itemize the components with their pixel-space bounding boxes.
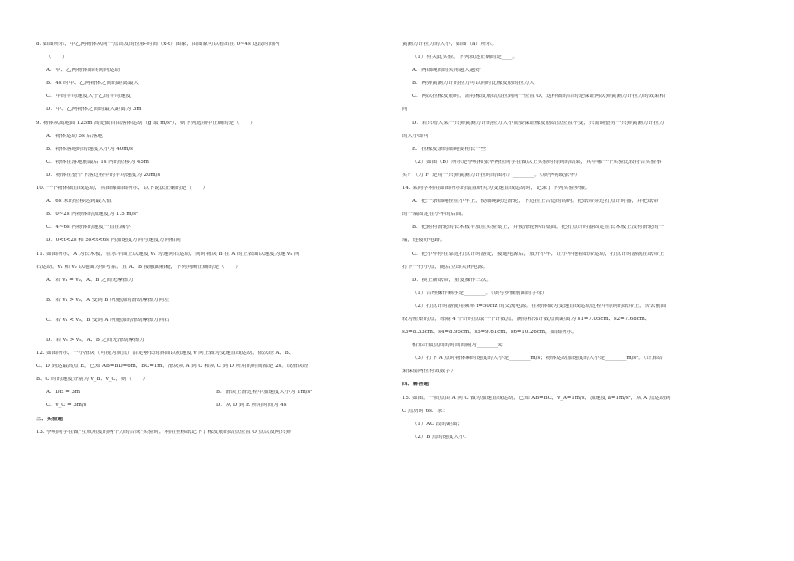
text-line: E．拉橡皮条的细绳要稍长一些 bbox=[412, 146, 487, 152]
text-line: （3）打下 A 点时物体瞬时速度的大小是________m/s；物体运动加速度的大小是________m/s²。（计算结 bbox=[412, 356, 663, 362]
option-row bbox=[36, 403, 386, 410]
text-line: （1）有关此实验，下列叙述正确的是____。 bbox=[412, 55, 518, 61]
text-line: 实？（力 F′ 是用一只弹簧测力计拉时的图示）________。（填李明或张华） bbox=[402, 172, 581, 178]
option-text: D．从 D 到 E 所用时间为 4s bbox=[216, 403, 287, 409]
text-line: A．甲、乙两物体始终同向运动 bbox=[46, 68, 120, 74]
right-lines bbox=[402, 42, 752, 442]
left-tail bbox=[36, 417, 386, 437]
text-line: C．4~6s 内物体的速度一直在减小 bbox=[46, 225, 131, 231]
text-line: C．两次拉橡皮筋时，需将橡皮筋结点拉到同一位置 O，这样做的目的是保证两次弹簧测力计拉力的效果相 bbox=[412, 94, 665, 100]
text-line: 的一端固定在小车的后面。 bbox=[402, 212, 467, 218]
text-line: C．把小车停在靠近打点计时器处，接通电源后，放开小车，让小车拖着纸带运动，打点计时器就在纸带上 bbox=[412, 251, 665, 257]
text-line: 10. 一个物体做直线运动，其图像如图所示，以下说法正确的是（ ） bbox=[36, 186, 209, 192]
text-line: C、D 到达最高点 E，已知 AB=BD=6m，BC=1m，滑块从 A 到 C 和从 C 到 D 所用的时间都是 2s。设滑块经 bbox=[36, 364, 309, 370]
right-column bbox=[402, 42, 752, 448]
text-line: A．若 v₁ = v₂，A、B 之间无摩擦力 bbox=[46, 277, 134, 283]
text-line: （2）打点计时器使用频率 f=50Hz 的交流电源。在物体做匀变速直线运动过程中得到的纸带上，舍去前面 bbox=[412, 303, 667, 309]
text-line: C．物体在落地前最后 1s 内的位移为 45m bbox=[46, 159, 149, 165]
text-line: 的大小即可 bbox=[402, 133, 429, 139]
spacer bbox=[36, 331, 386, 338]
text-line: B．4s 时甲、乙两物体之间的距离最大 bbox=[46, 81, 139, 87]
text-line: B．物体落地时的速度大小为 40m/s bbox=[46, 146, 133, 152]
text-line: B．两弹簧测力计的拉力可以同时比橡皮筋的拉力大 bbox=[412, 81, 535, 87]
text-line: 右运动，v₁ 和 v₂ 以地面为参考系，且 A、B 接触面粗糙，下列判断正确的是（ ） bbox=[36, 264, 241, 270]
text-line: （ ） bbox=[46, 55, 68, 61]
text-line: D．若 v₁ > v₂，A、B 之间无滑动摩擦力 bbox=[46, 337, 145, 343]
option-text: C．v_C = 3m/s bbox=[46, 403, 87, 409]
text-line: 14. 某同学利用如图所示的装置研究匀变速直线运动时，记录了下列实验步骤。 bbox=[402, 186, 591, 192]
text-line: （1）合理操作顺序是________。（填写步骤前面的字母） bbox=[412, 290, 548, 296]
text-line: 9. 物体从离地面 125m 高处做自由落体运动（g 取 m/s²），则下列选项中正确的是（ ） bbox=[36, 120, 256, 126]
option-text: A．DE = 3m bbox=[46, 390, 81, 396]
text-line: C．甲的平均速度大于乙的平均速度 bbox=[46, 94, 131, 100]
text-line: A．两细绳间的夹角越大越好 bbox=[412, 68, 481, 74]
text-line: D．物体在整个下落过程中的平均速度为 20m/s bbox=[46, 172, 161, 178]
text-line: A．6s 末的位移达到最大值 bbox=[46, 199, 112, 205]
left-lines bbox=[36, 42, 386, 384]
text-line: 果保留两位有效数字） bbox=[402, 369, 456, 375]
text-line: A．物体运动 5s 后落地 bbox=[46, 133, 103, 139]
text-line: 相邻计数点间的时间间隔为________s; bbox=[412, 343, 503, 349]
text-line: （2）如图（b）所示是李明和张华两位同学在做以上实验时得到的结果，其中哪一个实验比较符合实验事 bbox=[412, 159, 662, 165]
option-row bbox=[36, 390, 386, 397]
text-line: 12. 如图所示，一小滑块（可视为质点）沿足够长的斜面以初速度 v 向上做匀变速直线运动，依次经 A、B、 bbox=[36, 351, 295, 357]
text-line: 簧测力计拉力的大小，如图（a）所示。 bbox=[402, 42, 497, 47]
text-line: 8. 如图所示，甲乙两物体从同一点出发的位移-时间（x-t）图象，由图象可以看出在 0~4s 这段时间内 bbox=[36, 42, 280, 47]
text-line: 13. 李明同学在做"互成角度的两个力的合成"实验时，利用坐标纸记下了橡皮筋的结点位置 O 点以及两只弹 bbox=[36, 429, 291, 435]
text-line: D．0<t<2s 和 5s<t<6s 内加速度方向与速度方向相同 bbox=[46, 238, 181, 244]
text-line: C．若 v₁ < v₂，B 受到 A 所施加的滑动摩擦力向右 bbox=[46, 317, 170, 323]
text-line: 同 bbox=[402, 107, 408, 113]
q12-options bbox=[36, 390, 386, 410]
text-line: A．把一条细绳拴在小车上，使细绳跨过滑轮，下边挂上合适的钩码。把纸带穿过打点计时器，并把纸带 bbox=[412, 199, 659, 205]
text-line: C 点历时 6s．求： bbox=[402, 408, 449, 414]
option-text: B．滑块上滑过程中加速度大小为 1m/s² bbox=[216, 390, 313, 396]
section-heading: 四、解答题 bbox=[402, 382, 429, 388]
text-line: （1）AC 段的距离； bbox=[412, 421, 463, 427]
text-line: 端，连接好电路。 bbox=[402, 238, 446, 244]
spacer bbox=[36, 311, 386, 318]
spacer bbox=[36, 291, 386, 298]
text-line: B．0~2s 内物体的加速度为 1.5 m/s² bbox=[46, 212, 139, 218]
section-heading: 三、实验题 bbox=[36, 416, 63, 422]
text-line: 打下一行小点，随后立即关闭电源。 bbox=[402, 264, 489, 270]
text-line: （2）B 点的速度大小． bbox=[412, 434, 470, 440]
text-line: D．换上新纸带，重复操作三次。 bbox=[412, 277, 492, 283]
text-line: 11. 如图所示，A 为长木板，在水平面上以速度 v₁ 匀速向右运动，同时物块 B 在 A 的上表面以速度为速 v₂ 向 bbox=[36, 251, 300, 257]
text-line: 15. 如图，一质点由 A 向 C 做匀加速直线运动，已知 AB=BC，v_A=1m/s，加速度 a=1m/s²，从 A 点运动到 bbox=[402, 395, 671, 401]
text-line: s3=8.33cm、s4=8.95cm、s5=9.61cm、s6=10.26cm，如图所示。 bbox=[402, 330, 578, 336]
left-column bbox=[36, 42, 386, 443]
text-line: D．若只增大某一只弹簧测力计的拉力大小而要保证橡皮筋结点位置不变，只需调整另一只弹簧测力计拉力 bbox=[412, 120, 665, 126]
text-line: D．甲、乙两物体之间的最大距离为 3m bbox=[46, 107, 142, 113]
text-line: B．把附有滑轮的长木板平放在实验桌上，并使滑轮伸出桌面。把打点计时器固定在长木板上没有滑轮的一 bbox=[412, 225, 664, 231]
text-line: B．若 v₁ > v₂，A 受到 B 所施加的滑动摩擦力向左 bbox=[46, 297, 170, 303]
text-line: B、C 时的速度分别为 v_B、v_C，则（ ） bbox=[36, 377, 148, 383]
text-line: 较为密集的点，每隔 4 个计时点取一个计数点，测得相邻计数点间距离为 s1=7.05cm、s2=7.68cm、 bbox=[402, 316, 651, 322]
